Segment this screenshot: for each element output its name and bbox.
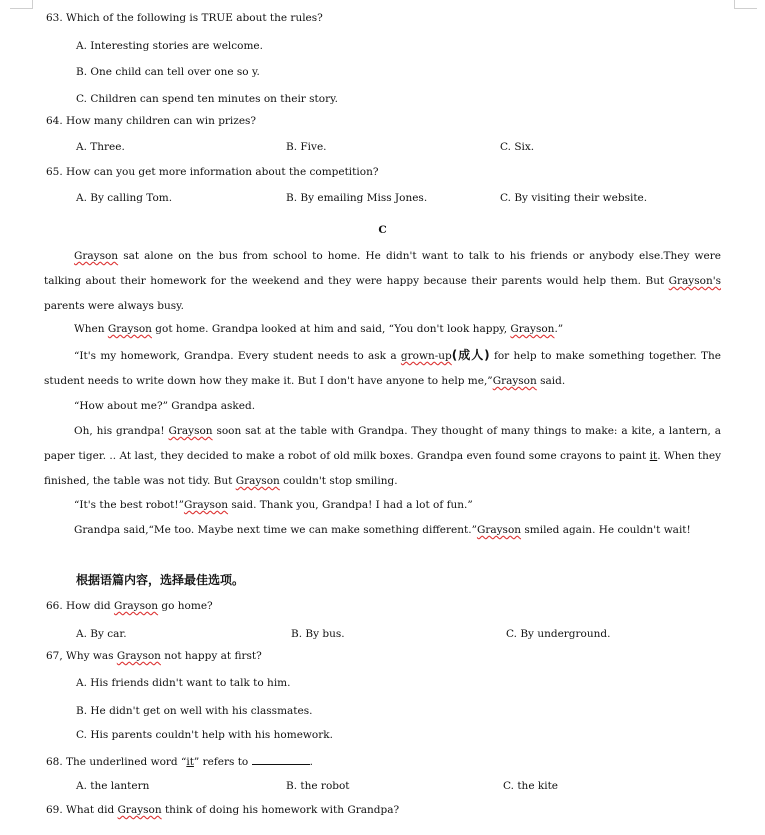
- question-65-option-c: C. By visiting their website.: [500, 192, 648, 204]
- passage-paragraph-3: “It's my homework, Grandpa. Every student needs to ask a grown-up(成人) for help to make something together. The student needs to write down how they make it. But I don't have anyone to help me,”Grayson said.: [44, 348, 721, 387]
- question-63-option-b: B. One child can tell over one so y.: [76, 66, 260, 78]
- passage-paragraph-2: When Grayson got home. Grandpa looked at him and said, “You don't look happy, Grayson.”: [74, 323, 564, 335]
- passage-paragraph-4: “How about me?” Grandpa asked.: [74, 400, 256, 412]
- name-grayson: Grayson: [235, 475, 280, 487]
- question-65-stem: 65. How can you get more information about the competition?: [46, 166, 379, 178]
- question-68-option-a: A. the lantern: [76, 780, 150, 792]
- name-grayson: Grayson: [492, 375, 537, 387]
- question-64-option-a: A. Three.: [76, 141, 125, 153]
- passage-paragraph-5: Oh, his grandpa! Grayson soon sat at the table with Grandpa. They thought of many things to make: a kite, a lantern, a paper tiger. .. At last, they decided to make a robot of old milk boxes. Grandpa even found some crayons to paint it. When they finished, the table was not tidy. But Grayson couldn't stop smiling.: [44, 425, 721, 487]
- name-grayson: Grayson: [183, 499, 229, 511]
- underlined-word-it: it: [649, 450, 658, 462]
- question-64-stem: 64. How many children can win prizes?: [46, 115, 257, 127]
- question-67-option-b: B. He didn't get on well with his classmates.: [76, 705, 313, 717]
- question-66-option-b: B. By bus.: [291, 628, 345, 640]
- question-67-option-a: A. His friends didn't want to talk to him.: [76, 677, 291, 689]
- name-grayson: Grayson: [113, 600, 159, 612]
- page-corner-mark-left: [10, 0, 33, 9]
- passage-paragraph-6: “It's the best robot!”Grayson said. Thank you, Grandpa! I had a lot of fun.”: [74, 499, 473, 511]
- name-grayson: Grayson: [117, 804, 162, 816]
- answer-blank: [252, 754, 310, 765]
- question-66-stem: 66. How did Grayson go home?: [46, 600, 213, 612]
- question-69-stem: 69. What did Grayson think of doing his homework with Grandpa?: [46, 804, 400, 816]
- name-grayson: Grayson's: [668, 275, 721, 287]
- question-66-option-a: A. By car.: [76, 628, 127, 640]
- name-grayson: Grayson: [107, 323, 152, 335]
- name-grayson: Grayson: [510, 323, 555, 335]
- question-67-stem: 67, Why was Grayson not happy at first?: [46, 650, 262, 662]
- underlined-word-it: it: [186, 756, 194, 768]
- question-63-option-c: C. Children can spend ten minutes on their story.: [76, 93, 338, 105]
- question-66-option-c: C. By underground.: [506, 628, 611, 640]
- question-68-stem: 68. The underlined word “it” refers to .: [46, 756, 313, 768]
- question-64-option-c: C. Six.: [500, 141, 535, 153]
- name-grayson: Grayson: [74, 250, 119, 262]
- passage-paragraph-1: Grayson sat alone on the bus from school to home. He didn't want to talk to his friends or anybody else.They were talking about their homework for the weekend and they were happy because their parents would help them. But Grayson's parents were always busy.: [44, 250, 721, 312]
- chinese-gloss: (成人): [451, 348, 490, 362]
- question-68-option-c: C. the kite: [503, 780, 559, 792]
- passage-paragraph-7: Grandpa said,“Me too. Maybe next time we can make something different.”Grayson smiled again. He couldn't wait!: [74, 524, 691, 536]
- question-64-option-b: B. Five.: [286, 141, 327, 153]
- instruction-chinese: 根据语篇内容，选择最佳选项。: [76, 573, 245, 587]
- name-grayson: Grayson: [476, 524, 522, 536]
- question-68-option-b: B. the robot: [286, 780, 350, 792]
- page-corner-mark-right: [734, 0, 757, 9]
- word-grown-up: grown-up: [400, 350, 452, 362]
- question-63-stem: 63. Which of the following is TRUE about the rules?: [46, 12, 323, 24]
- question-65-option-b: B. By emailing Miss Jones.: [286, 192, 428, 204]
- name-grayson: Grayson: [116, 650, 161, 662]
- question-65-option-a: A. By calling Tom.: [76, 192, 173, 204]
- question-67-option-c: C. His parents couldn't help with his homework.: [76, 729, 333, 741]
- name-grayson: Grayson: [168, 425, 213, 437]
- question-63-option-a: A. Interesting stories are welcome.: [76, 40, 263, 52]
- section-letter: C: [378, 224, 387, 236]
